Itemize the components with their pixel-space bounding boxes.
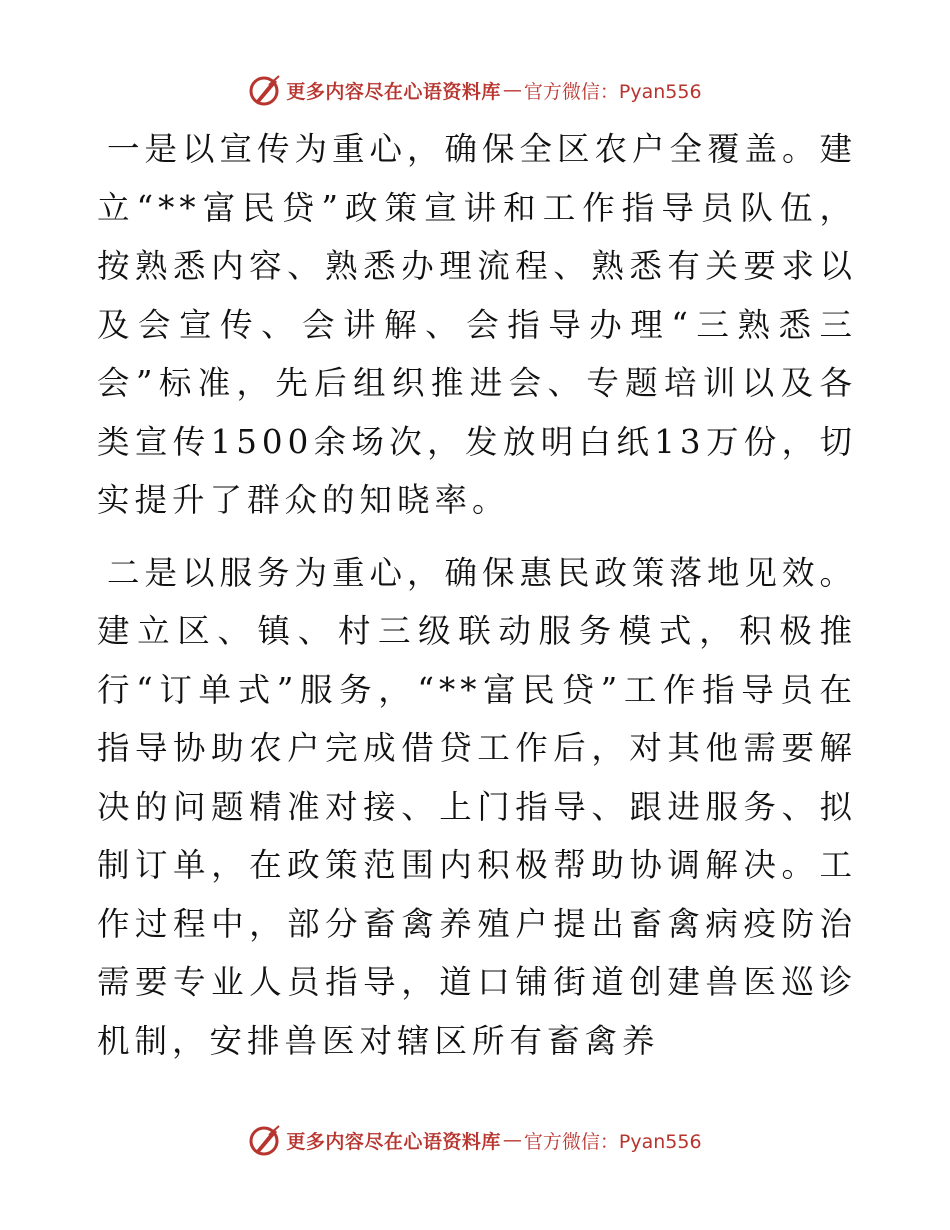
- banner-separator: —: [502, 1129, 522, 1151]
- feather-pen-circle-icon: [248, 73, 282, 107]
- banner-contact-text: 官方微信：Pyan556: [523, 80, 702, 103]
- banner-separator: —: [502, 79, 522, 101]
- banner-brand-text: 更多内容尽在心语资料库: [286, 1130, 501, 1153]
- banner-contact-text: 官方微信：Pyan556: [523, 1130, 702, 1153]
- footer-watermark-banner: [0, 1120, 950, 1160]
- banner-brand-text: 更多内容尽在心语资料库: [286, 80, 501, 103]
- paragraph-service: 二是以服务为重心，确保惠民政策落地见效。建立区、镇、村三级联动服务模式，积极推行“订单式”服务，“**富民贷”工作指导员在指导协助农户完成借贷工作后，对其他需要解决的问题精准对接、上门指导、跟进服务、拟制订单，在政策范围内积极帮助协调解决。工作过程中，部分畜禽养殖户提出畜禽病疫防治需要专业人员指导，道口铺街道创建兽医巡诊机制，安排兽医对辖区所有畜禽养: [97, 553, 858, 1060]
- document-body: [97, 120, 857, 1070]
- header-watermark-banner: [0, 70, 950, 110]
- feather-pen-circle-icon: [248, 1123, 282, 1157]
- paragraph-publicity: 一是以宣传为重心，确保全区农户全覆盖。建立“**富民贷”政策宣讲和工作指导员队伍，按熟悉内容、熟悉办理流程、熟悉有关要求以及会宣传、会讲解、会指导办理“三熟悉三会”标准，先后组织推进会、专题培训以及各类宣传1500余场次，发放明白纸13万份，切实提升了群众的知晓率。: [97, 130, 858, 519]
